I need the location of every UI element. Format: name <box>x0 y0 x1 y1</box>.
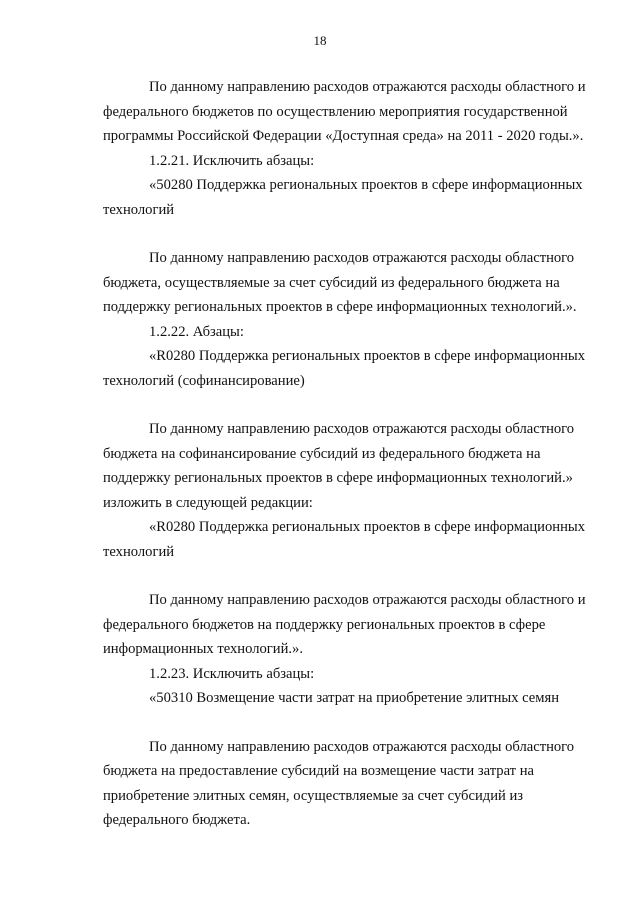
paragraph-item-1-2-21: 1.2.21. Исключить абзацы: <box>149 152 315 169</box>
paragraph-code-r0280-old-description: По данному направлению расходов отражаются расходы областного бюджета на софинансирование субсидий из федерального бюджета на поддержку региональных проектов в сфере информационных технологий.» изложить в следующей редакции: <box>103 421 575 511</box>
document-body <box>103 75 608 833</box>
paragraph-code-r0280-old-title: «R0280 Поддержка региональных проектов в сфере информационных технологий (софинансирование) <box>103 348 585 389</box>
paragraph-code-50280-title: «50280 Поддержка региональных проектов в сфере информационных технологий <box>103 177 583 218</box>
paragraph-code-r0280-new-description: По данному направлению расходов отражаются расходы областного и федерального бюджетов на поддержку региональных проектов в сфере информационных технологий.». <box>103 592 586 657</box>
paragraph-code-50310-title: «50310 Возмещение части затрат на приобретение элитных семян <box>149 690 560 706</box>
paragraph-code-50280-description: По данному направлению расходов отражаются расходы областного бюджета, осуществляемые за счет субсидий из федерального бюджета на поддержку региональных проектов в сфере информационных технологий.». <box>103 250 577 315</box>
paragraph-item-1-2-22: 1.2.22. Абзацы: <box>149 323 244 340</box>
paragraph-expenditure-description-accessible-environment: По данному направлению расходов отражаются расходы областного и федерального бюджетов по осуществлению мероприятия государственной программы Российской Федерации «Доступная среда» на 2011 - 2020 годы.». <box>103 79 586 144</box>
paragraph-code-50310-description: По данному направлению расходов отражаются расходы областного бюджета на предоставление субсидий на возмещение части затрат на приобретение элитных семян, осуществляемые за счет субсидий из федерального бюджета. <box>103 738 575 828</box>
paragraph-item-1-2-23: 1.2.23. Исключить абзацы: <box>149 665 315 682</box>
page-number: 18 <box>313 33 327 48</box>
paragraph-code-r0280-new-title: «R0280 Поддержка региональных проектов в сфере информационных технологий <box>103 519 585 560</box>
